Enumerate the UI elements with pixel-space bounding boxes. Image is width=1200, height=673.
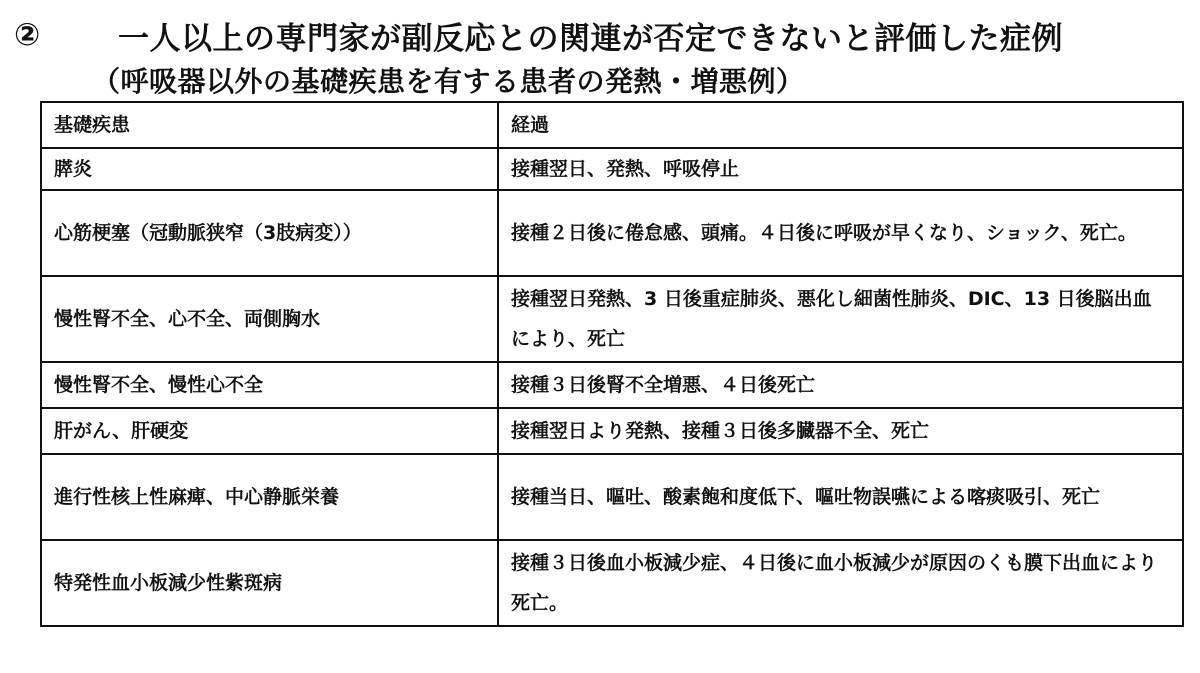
- section-subtitle: （呼吸器以外の基礎疾患を有する患者の発熱・増悪例）: [92, 65, 805, 98]
- table-row: [41, 540, 1183, 626]
- course-cell: [498, 190, 1183, 276]
- course-cell: 接種翌日、発熱、呼吸停止: [498, 148, 1183, 190]
- course-cell: 接種翌日より発熱、接種３日後多臓器不全、死亡: [498, 408, 1183, 454]
- course-cell: 接種３日後腎不全増悪、４日後死亡: [498, 362, 1183, 408]
- disease-cell: 慢性腎不全、慢性心不全: [41, 362, 498, 408]
- disease-cell: 進行性核上性麻痺、中心静脈栄養: [41, 454, 498, 540]
- course-cell: [498, 454, 1183, 540]
- disease-cell: 慢性腎不全、心不全、両側胸水: [41, 276, 498, 362]
- case-table: [40, 101, 1184, 627]
- table-row: [41, 276, 1183, 362]
- course-text: 接種当日、嘔吐、酸素飽和度低下、嘔吐物誤嚥による喀痰吸引、死亡: [511, 486, 1101, 508]
- table-row: [41, 190, 1183, 276]
- table-row: [41, 408, 1183, 454]
- table-row: [41, 454, 1183, 540]
- disease-cell: 心筋梗塞（冠動脈狭窄（3肢病変））: [41, 190, 498, 276]
- disease-cell: 特発性血小板減少性紫斑病: [41, 540, 498, 626]
- course-text: 接種３日後血小板減少症、４日後に血小板減少が原因のくも膜下出血により死亡。: [511, 552, 1158, 614]
- table-row: [41, 362, 1183, 408]
- course-text: 接種翌日発熱、3 日後重症肺炎、悪化し細菌性肺炎、DIC、13 日後脳出血により、死亡: [511, 288, 1152, 350]
- course-cell: [498, 276, 1183, 362]
- column-header-disease: 基礎疾患: [41, 102, 498, 148]
- course-cell: [498, 540, 1183, 626]
- section-number: ②: [14, 17, 41, 53]
- table-header-row: [41, 102, 1183, 148]
- disease-cell: 膵炎: [41, 148, 498, 190]
- section-title: 一人以上の専門家が副反応との関連が否定できないと評価した症例: [118, 20, 1063, 57]
- disease-cell: 肝がん、肝硬変: [41, 408, 498, 454]
- table-row: [41, 148, 1183, 190]
- section-heading: [14, 8, 1063, 62]
- course-text: 接種２日後に倦怠感、頭痛。４日後に呼吸が早くなり、ショック、死亡。: [511, 222, 1137, 244]
- column-header-course: 経過: [498, 102, 1183, 148]
